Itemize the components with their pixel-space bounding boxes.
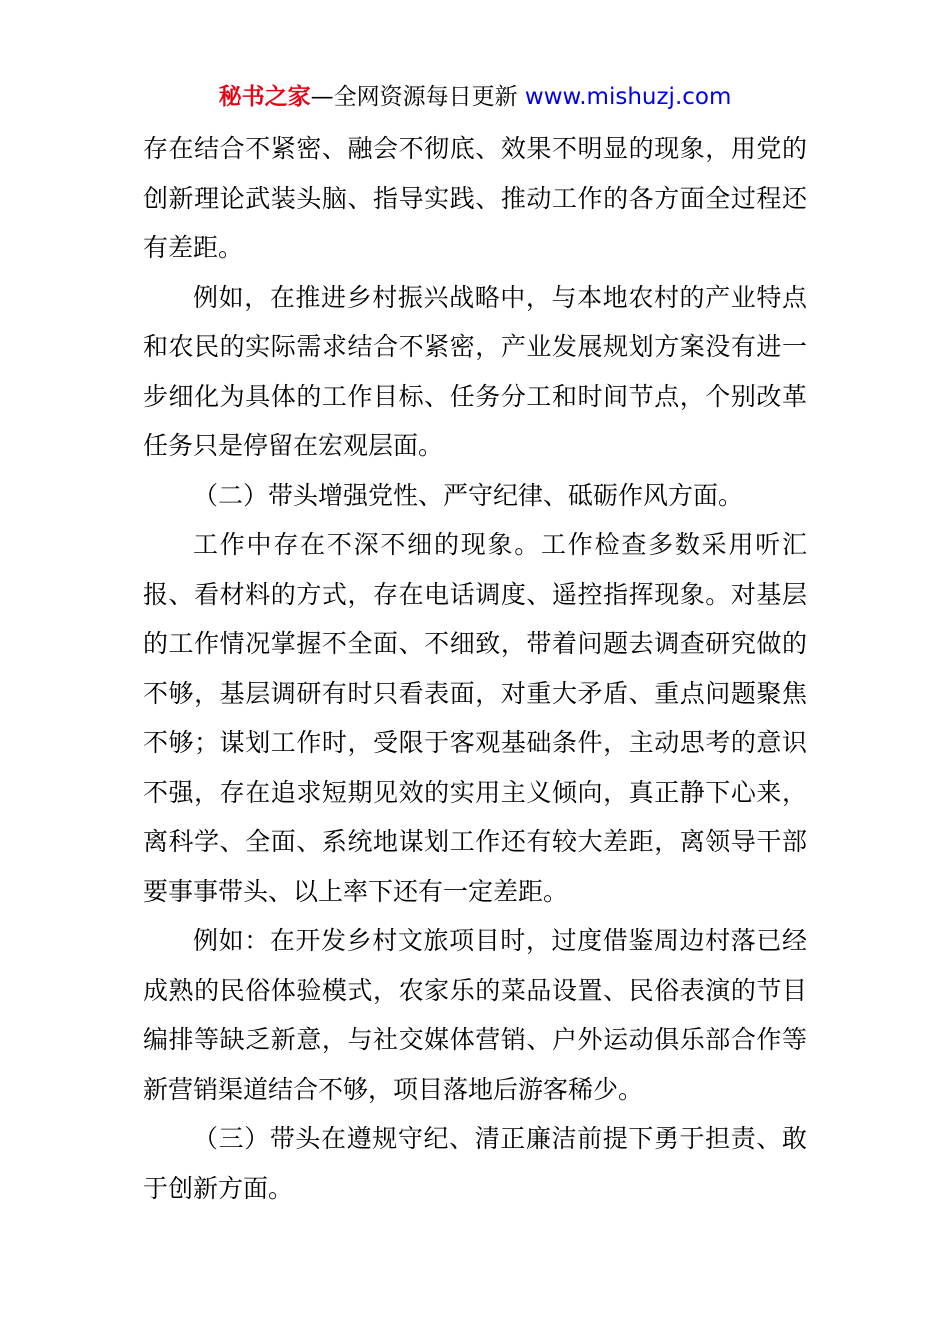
- site-tagline: —全网资源每日更新: [310, 84, 525, 110]
- document-body: [143, 124, 807, 1213]
- section-heading-3: （三）带头在遵规守纪、清正廉洁前提下勇于担责、敢于创新方面。: [143, 1124, 807, 1203]
- paragraph-continuation: 存在结合不紧密、融会不彻底、效果不明显的现象，用党的创新理论武装头脑、指导实践、推动工作的各方面全过程还有差距。: [143, 134, 807, 262]
- paragraph-example-rural-revitalization: 例如，在推进乡村振兴战略中，与本地农村的产业特点和农民的实际需求结合不紧密，产业发展规划方案没有进一步细化为具体的工作目标、任务分工和时间节点，个别改革任务只是停留在宏观层面。: [143, 282, 807, 460]
- section-heading-2: （二）带头增强党性、严守纪律、砥砺作风方面。: [193, 480, 744, 510]
- paragraph-example-tourism: 例如：在开发乡村文旅项目时，过度借鉴周边村落已经成熟的民俗体验模式，农家乐的菜品设置、民俗表演的节目编排等缺乏新意，与社交媒体营销、户外运动俱乐部合作等新营销渠道结合不够，项目落地后游客稀少。: [143, 926, 807, 1104]
- paragraph-work-style: 工作中存在不深不细的现象。工作检查多数采用听汇报、看材料的方式，存在电话调度、遥控指挥现象。对基层的工作情况掌握不全面、不细致，带着问题去调查研究做的不够，基层调研有时只看表面，对重大矛盾、重点问题聚焦不够；谋划工作时，受限于客观基础条件，主动思考的意识不强，存在追求短期见效的实用主义倾向，真正静下心来，离科学、全面、系统地谋划工作还有较大差距，离领导干部要事事带头、以上率下还有一定差距。: [143, 530, 807, 906]
- site-url-link[interactable]: www.mishuzj.com: [524, 84, 732, 110]
- site-header: [0, 80, 950, 114]
- site-brand: 秘书之家: [218, 84, 311, 110]
